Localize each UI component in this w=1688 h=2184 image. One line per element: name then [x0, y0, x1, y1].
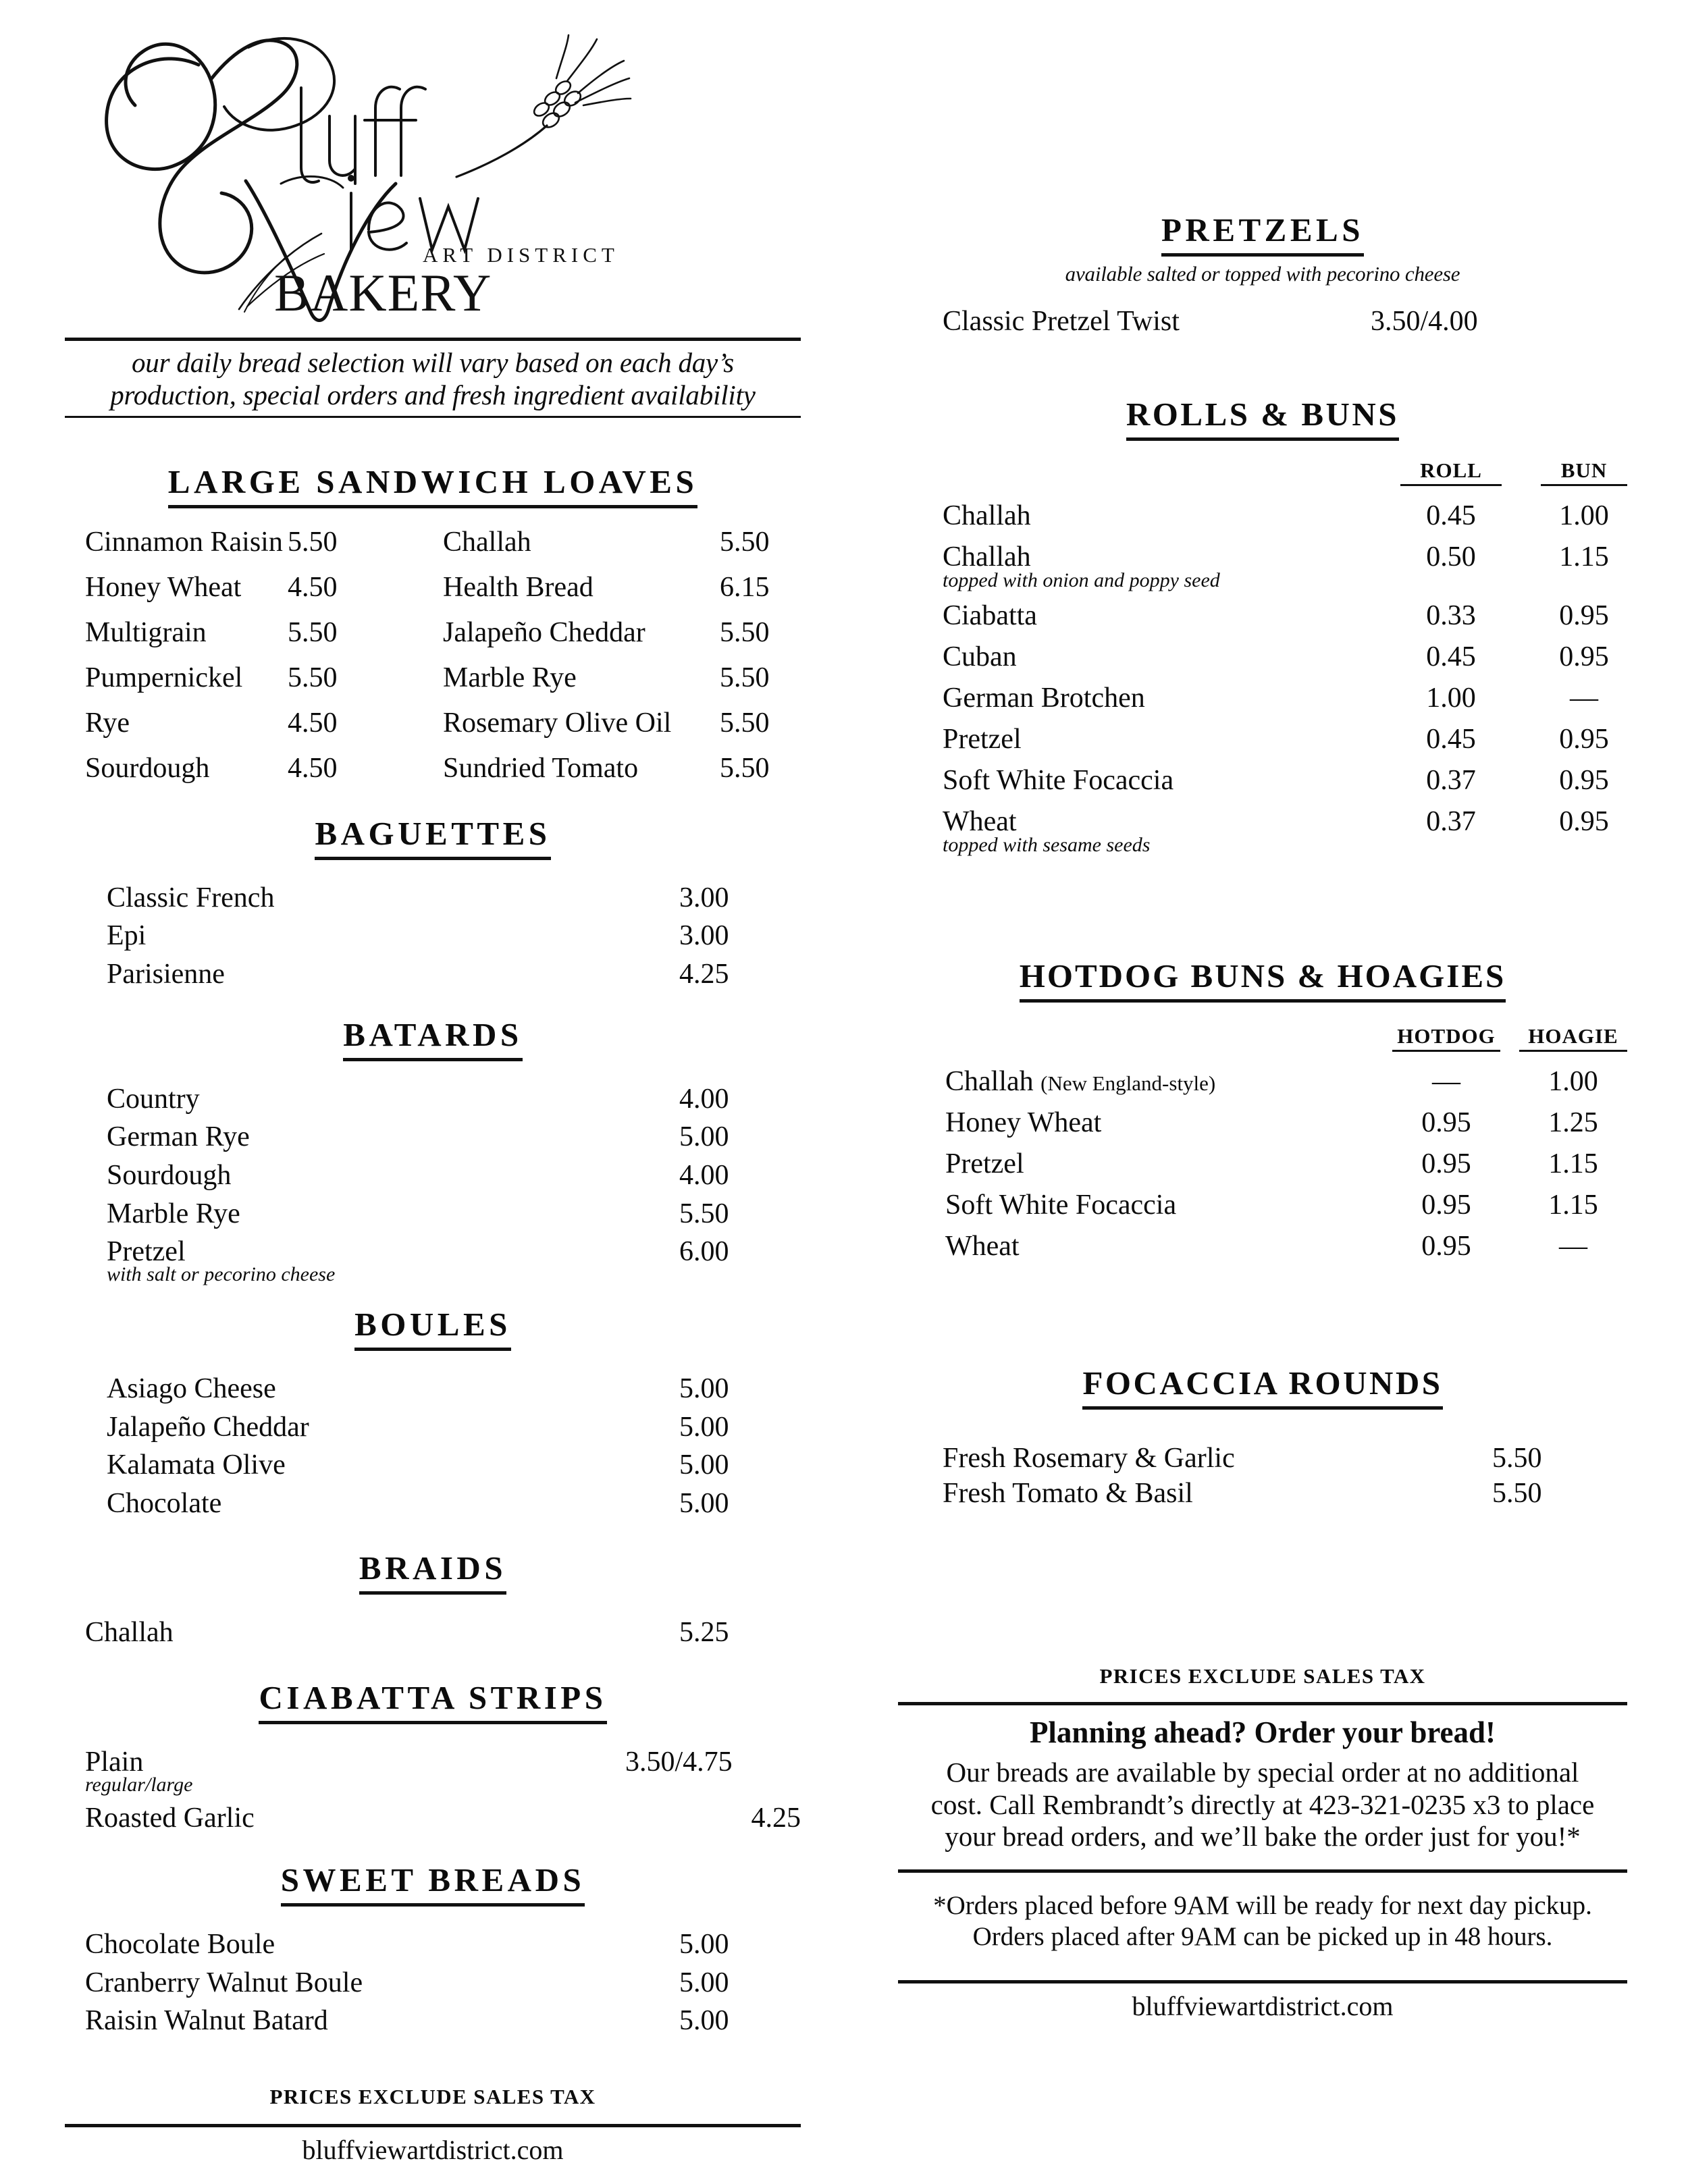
bakery-logo [65, 0, 801, 338]
item-price: 5.50 [720, 707, 770, 739]
order-ahead-body [898, 1750, 1627, 1853]
section-subtitle: available salted or topped with pecorino cheese [1065, 262, 1460, 286]
list-item [107, 951, 801, 990]
item-name: Challah [443, 526, 531, 558]
table-row [943, 797, 1627, 855]
item-price: 5.00 [679, 1488, 729, 1520]
item-price: 5.50 [1492, 1478, 1542, 1510]
item-row [85, 1739, 801, 1778]
item-note: topped with onion and poppy seed [943, 568, 1220, 591]
item-price: 3.00 [679, 882, 729, 913]
list-item [943, 301, 1627, 337]
list-item [107, 875, 801, 913]
right-column [898, 0, 1627, 2022]
order-ahead-heading: Planning ahead? Order your bread! [1029, 1715, 1496, 1750]
item-name: Pretzel [945, 1148, 1024, 1179]
website-link[interactable]: bluffviewartdistrict.com [302, 2134, 564, 2165]
section-focaccia-rounds [898, 1364, 1627, 1509]
braids-list [65, 1609, 801, 1648]
item-name: Wheat [945, 1230, 1020, 1262]
item-price-roll: 1.00 [1426, 682, 1476, 714]
order-ahead-line-3: your bread orders, and we’ll bake the order just for you!* [945, 1821, 1581, 1853]
item-price-bun: 1.00 [1559, 500, 1609, 531]
footnote-line-1: *Orders placed before 9AM will be ready for next day pickup. [933, 1890, 1592, 1920]
logo-bakery-text: BAKERY [274, 263, 492, 322]
table-row [943, 714, 1627, 755]
item-price-bun: 0.95 [1559, 723, 1609, 755]
item-name: Marble Rye [107, 1198, 240, 1229]
item-price-roll: 0.50 [1426, 541, 1476, 572]
item-price: 5.00 [679, 1928, 729, 1960]
item-name [945, 1065, 1392, 1098]
table-row [945, 1098, 1627, 1139]
list-item [107, 1076, 801, 1115]
item-price-hoagie: — [1559, 1230, 1587, 1262]
item-price-hotdog: 0.95 [1421, 1148, 1471, 1179]
section-title: BATARDS [343, 1015, 522, 1061]
item-price-bun: 0.95 [1559, 805, 1609, 837]
item-name: Pretzel [943, 723, 1022, 755]
list-item [943, 1473, 1627, 1509]
item-name: Chocolate [107, 1488, 222, 1520]
section-title: SWEET BREADS [281, 1861, 585, 1907]
intro-line-1: our daily bread selection will vary based on each day’s [132, 347, 734, 378]
list-item [107, 1442, 801, 1481]
list-item [107, 1366, 801, 1404]
table-header-row [945, 1024, 1627, 1052]
hotdog-hoagies-table [898, 1024, 1627, 1262]
section-title: BAGUETTES [315, 814, 550, 860]
section-title: BRAIDS [359, 1549, 506, 1595]
item-name: Sourdough [107, 1160, 232, 1192]
item-price: 5.50 [1492, 1442, 1542, 1474]
item-price: 5.00 [679, 1373, 729, 1405]
item-name: Raisin Walnut Batard [85, 2005, 328, 2037]
intro-block [65, 338, 801, 418]
section-large-sandwich-loaves [65, 462, 801, 784]
item-name: Soft White Focaccia [943, 764, 1174, 796]
item-price-hotdog: — [1432, 1065, 1460, 1097]
section-boules [65, 1305, 801, 1519]
item-price: 6.00 [679, 1236, 729, 1268]
item-price-hotdog: 0.95 [1421, 1230, 1471, 1262]
item-price-hoagie: 1.15 [1548, 1189, 1598, 1221]
section-pretzels [898, 211, 1627, 337]
section-rolls-buns [898, 395, 1627, 855]
item-price: 3.00 [679, 920, 729, 952]
item-name: German Brotchen [943, 682, 1145, 714]
table-row [943, 755, 1627, 797]
list-item [943, 1438, 1627, 1474]
item-name: Pumpernickel [85, 662, 243, 693]
item-price: 5.50 [720, 662, 770, 693]
item-price-roll: 0.45 [1426, 723, 1476, 755]
item-price: 5.00 [679, 2005, 729, 2037]
section-title: HOTDOG BUNS & HOAGIES [1020, 957, 1506, 1003]
spacer [943, 458, 1400, 486]
item-name: Sundried Tomato [443, 752, 639, 784]
item-note: regular/large [85, 1774, 193, 1796]
item-price: 6.15 [720, 571, 770, 603]
item-price: 4.00 [679, 1083, 729, 1115]
item-price: 5.50 [720, 526, 770, 558]
item-price: 5.00 [679, 1967, 729, 1998]
order-ahead-footnote [898, 1873, 1627, 1954]
item-name: Ciabatta [943, 600, 1037, 631]
tax-note: PRICES EXCLUDE SALES TAX [269, 2084, 596, 2108]
item-price: 3.50/4.75 [625, 1747, 733, 1778]
item-price: 4.00 [679, 1160, 729, 1192]
list-item [85, 1960, 801, 1998]
logo-artwork [78, 7, 632, 324]
item-name: Parisienne [107, 959, 225, 990]
tax-note: PRICES EXCLUDE SALES TAX [1099, 1664, 1426, 1688]
item-name: Classic Pretzel Twist [943, 306, 1180, 337]
item-price-hotdog: 0.95 [1421, 1107, 1471, 1138]
table-row [943, 532, 1627, 591]
baguettes-list [65, 875, 801, 990]
item-name: Challah [943, 541, 1031, 572]
item-price-roll: 0.33 [1426, 600, 1476, 631]
item-price: 5.25 [679, 1616, 729, 1648]
order-ahead-line-2: cost. Call Rembrandt’s directly at 423-321-0235 x3 to place [930, 1788, 1595, 1820]
column-header-bun: BUN [1541, 458, 1627, 486]
section-title: FOCACCIA ROUNDS [1082, 1364, 1442, 1410]
focaccia-list [898, 1438, 1627, 1509]
item-name: Cinnamon Raisin [85, 526, 283, 558]
website-link[interactable]: bluffviewartdistrict.com [1132, 1991, 1394, 2022]
section-title: BOULES [354, 1305, 511, 1351]
item-name: Rosemary Olive Oil [443, 707, 672, 739]
item-name: Jalapeño Cheddar [107, 1411, 309, 1443]
ciabatta-list [65, 1739, 801, 1833]
pretzels-list [898, 301, 1627, 337]
table-row [945, 1052, 1627, 1098]
rolls-buns-table [898, 458, 1627, 855]
item-price: 4.50 [288, 707, 338, 739]
list-item [107, 1229, 801, 1285]
table-row [945, 1221, 1627, 1262]
right-footer [898, 1664, 1627, 2022]
item-price-hoagie: 1.25 [1548, 1107, 1598, 1138]
item-price-bun: 0.95 [1559, 641, 1609, 672]
item-name: Marble Rye [443, 662, 577, 693]
item-name: Health Bread [443, 571, 594, 603]
item-name: Honey Wheat [85, 571, 242, 603]
item-name: Fresh Rosemary & Garlic [943, 1442, 1235, 1474]
item-row [107, 1229, 801, 1267]
item-name: Honey Wheat [945, 1107, 1102, 1138]
item-name: Asiago Cheese [107, 1373, 276, 1405]
section-hotdog-hoagies [898, 957, 1627, 1262]
item-name: Kalamata Olive [107, 1449, 286, 1481]
item-name: Pretzel [107, 1236, 186, 1268]
item-row [943, 532, 1627, 573]
spacer [1500, 1024, 1519, 1052]
item-name: Epi [107, 920, 147, 952]
item-price: 5.50 [720, 752, 770, 784]
item-price-roll: 0.45 [1426, 641, 1476, 672]
table-row [945, 1180, 1627, 1221]
item-name: Challah [85, 1616, 174, 1648]
footnote-line-2: Orders placed after 9AM can be picked up in 48 hours. [972, 1922, 1553, 1952]
item-price-bun: — [1570, 682, 1598, 714]
list-item [107, 1191, 801, 1229]
intro-rule-bottom [65, 416, 801, 418]
item-name: Cranberry Walnut Boule [85, 1967, 363, 1998]
item-name: Challah [943, 500, 1031, 531]
list-item [107, 1481, 801, 1519]
section-ciabatta-strips [65, 1678, 801, 1833]
list-item [107, 1114, 801, 1152]
item-name: Country [107, 1083, 200, 1115]
section-title: LARGE SANDWICH LOAVES [168, 462, 697, 508]
list-item [85, 1739, 801, 1795]
list-item [107, 1404, 801, 1443]
item-price-hoagie: 1.15 [1548, 1148, 1598, 1179]
item-name: Rye [85, 707, 130, 739]
section-title: CIABATTA STRIPS [259, 1678, 606, 1724]
item-price: 5.00 [679, 1449, 729, 1481]
item-price: 4.50 [288, 571, 338, 603]
column-header-hoagie: HOAGIE [1519, 1024, 1627, 1052]
logo-art-district-text: ART DISTRICT [423, 243, 619, 267]
left-column [65, 0, 801, 2166]
list-item [85, 1609, 801, 1648]
table-row [943, 673, 1627, 714]
section-sweet-breads [65, 1861, 801, 2036]
item-row [943, 797, 1627, 838]
item-price: 5.50 [288, 616, 338, 648]
spacer [945, 1024, 1392, 1052]
item-price-bun: 0.95 [1559, 600, 1609, 631]
list-item [85, 1921, 801, 1960]
item-name: Plain [85, 1747, 144, 1778]
item-name: German Rye [107, 1121, 250, 1153]
item-price: 5.50 [679, 1198, 729, 1229]
table-row [943, 632, 1627, 673]
table-header-row [943, 458, 1627, 486]
item-name-paren: (New England-style) [1040, 1071, 1216, 1095]
loaves-grid [65, 526, 801, 784]
column-header-roll: ROLL [1400, 458, 1502, 486]
item-price: 5.00 [679, 1121, 729, 1153]
item-name: Chocolate Boule [85, 1928, 275, 1960]
item-name: Roasted Garlic [85, 1803, 255, 1834]
item-name: Multigrain [85, 616, 207, 648]
item-price: 4.25 [679, 959, 729, 990]
list-item [107, 913, 801, 951]
item-price-roll: 0.37 [1426, 764, 1476, 796]
item-name-text: Challah [945, 1065, 1034, 1097]
item-name: Sourdough [85, 752, 210, 784]
table-row [943, 591, 1627, 632]
item-name: Soft White Focaccia [945, 1189, 1177, 1221]
table-row [945, 1139, 1627, 1180]
item-price-hoagie: 1.00 [1548, 1065, 1598, 1097]
item-price-roll: 0.37 [1426, 805, 1476, 837]
boules-list [65, 1366, 801, 1519]
item-price: 5.50 [288, 526, 338, 558]
item-price-hotdog: 0.95 [1421, 1189, 1471, 1221]
batards-list [65, 1076, 801, 1285]
left-footer [65, 2085, 801, 2166]
item-price: 3.50/4.00 [1371, 306, 1478, 337]
section-title: ROLLS & BUNS [1126, 395, 1399, 441]
intro-text [65, 341, 801, 416]
intro-line-2: production, special orders and fresh ingredient availability [110, 379, 756, 411]
list-item [107, 1152, 801, 1191]
item-price: 4.25 [751, 1803, 801, 1834]
item-price-bun: 0.95 [1559, 764, 1609, 796]
item-price: 4.50 [288, 752, 338, 784]
item-name: Classic French [107, 882, 275, 913]
section-braids [65, 1549, 801, 1648]
section-title: PRETZELS [1161, 211, 1364, 257]
section-baguettes [65, 814, 801, 990]
spacer [1502, 458, 1541, 486]
list-item [85, 1998, 801, 2036]
list-item [85, 1795, 801, 1834]
item-note: topped with sesame seeds [943, 833, 1151, 856]
section-batards [65, 1015, 801, 1285]
item-name: Wheat [943, 805, 1017, 837]
item-price: 5.00 [679, 1411, 729, 1443]
item-name: Jalapeño Cheddar [443, 616, 645, 648]
item-price-roll: 0.45 [1426, 500, 1476, 531]
item-name: Cuban [943, 641, 1017, 672]
table-row [943, 486, 1627, 532]
item-price: 5.50 [288, 662, 338, 693]
order-ahead-line-1: Our breads are available by special order at no additional [946, 1757, 1579, 1788]
item-name: Fresh Tomato & Basil [943, 1478, 1193, 1510]
column-header-hotdog: HOTDOG [1392, 1024, 1500, 1052]
sweet-breads-list [65, 1921, 801, 2036]
item-note: with salt or pecorino cheese [107, 1263, 336, 1286]
item-price: 5.50 [720, 616, 770, 648]
item-price-bun: 1.15 [1559, 541, 1609, 572]
